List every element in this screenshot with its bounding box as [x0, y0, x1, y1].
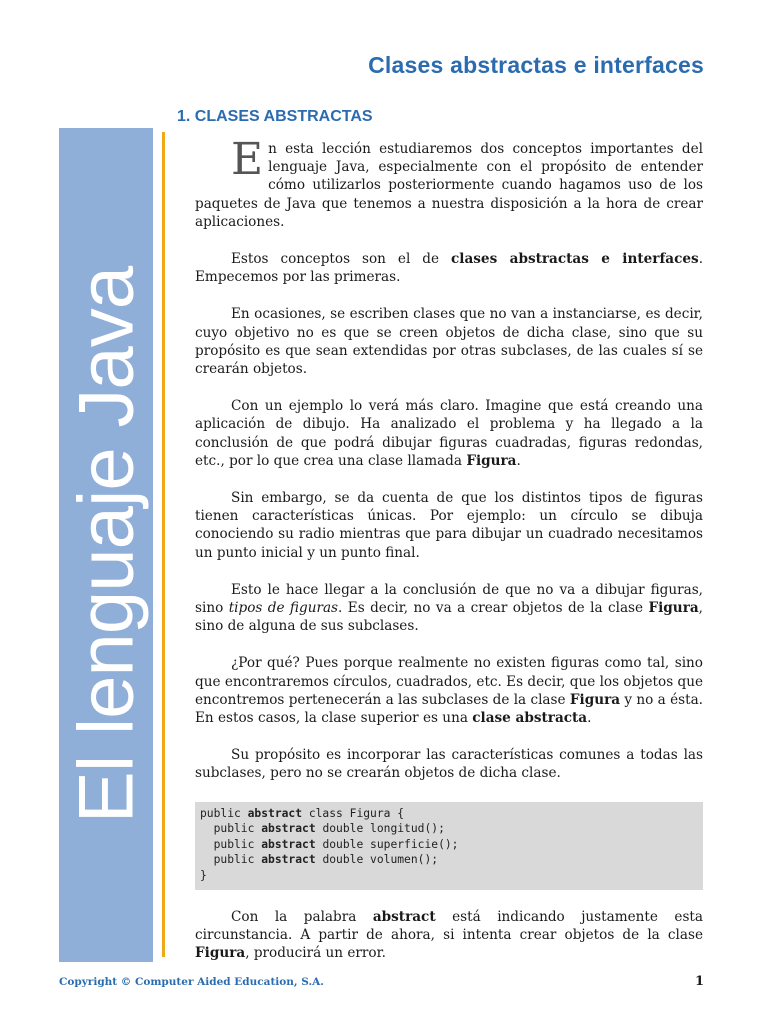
code-line: public abstract double superficie();: [200, 837, 459, 851]
code-line: public abstract class Figura {: [200, 806, 405, 820]
bold-term: clases abstractas e interfaces: [451, 251, 699, 268]
text-span: y no a ésta. En estos casos, la clase superior es una: [195, 691, 704, 727]
body-text: [195, 134, 704, 981]
paragraph-2: [195, 250, 703, 286]
paragraph-4: [195, 397, 703, 470]
page-number: 1: [695, 974, 705, 989]
footer-copyright: Copyright © Computer Aided Education, S.A.: [59, 976, 324, 988]
bold-term: Figura: [195, 945, 246, 962]
paragraph-7: [195, 654, 703, 727]
paragraph-1-text: n esta lección estudiaremos dos conceptos importantes del lenguaje Java, especialmente con el propósito de entender cómo utilizarlos posteriormente cuando hagamos uso de los paquetes de Java que tenemos a nuestra disposición a la hora de crear aplicaciones.: [195, 141, 703, 230]
text-span: Con un ejemplo lo verá más claro. Imagine que está creando una aplicación de dibujo. Ha analizado el problema y ha llegado a la conclusión de que podrá dibujar figuras cuadradas, figuras redondas, etc., por lo que crea una clase llamada: [195, 398, 703, 469]
page-title: Clases abstractas e interfaces: [368, 52, 704, 78]
bold-term: Figura: [466, 452, 517, 469]
text-span: .: [587, 710, 592, 727]
italic-term: tipos de figuras: [228, 600, 339, 617]
code-line: public abstract double longitud();: [200, 822, 445, 836]
paragraph-1: [195, 134, 703, 231]
paragraph-6: [195, 581, 703, 636]
text-span: está indicando justamente esta circunstancia. A partir de ahora, si intenta crear objetos de la clase: [195, 908, 703, 943]
paragraph-8: Su propósito es incorporar las características comunes a todas las subclases, pero no se crearán objetos de dicha clase.: [195, 747, 703, 782]
code-line: public abstract double volumen();: [200, 853, 439, 867]
bold-term: Figura: [648, 600, 699, 617]
side-band-text: El lenguaje Java: [61, 266, 150, 824]
code-block: [195, 802, 703, 890]
drop-cap: E: [231, 134, 264, 185]
text-span: .: [516, 452, 521, 469]
text-span: Estos conceptos son el de: [231, 251, 452, 268]
paragraph-3: En ocasiones, se escriben clases que no van a instanciarse, es decir, cuyo objetivo no es que se creen objetos de dicha clase, sino que su propósito es que sean extendidas por otras subclases, de las cuales sí se crearán objetos.: [195, 306, 703, 378]
side-band-text-container: [59, 128, 153, 962]
text-span: Esto le hace llegar a la conclusión de que no va a dibujar figuras, sino: [195, 581, 703, 617]
paragraph-9: [195, 908, 703, 963]
text-span: . Es decir, no va a crear objetos de la clase: [338, 600, 649, 617]
section-heading: 1. CLASES ABSTRACTAS: [177, 108, 373, 125]
text-span: ¿Por qué? Pues porque realmente no existen figuras como tal, sino que encontraremos círculos, cuadrados, etc. Es decir, que los objetos que encontremos pertenecerán a las subclases de la clase: [195, 655, 703, 708]
text-span: . Empecemos por las primeras.: [195, 251, 704, 286]
bold-term: clase abstracta: [472, 710, 588, 727]
bold-term: abstract: [372, 908, 436, 925]
code-line: }: [200, 869, 207, 883]
text-span: Con la palabra: [231, 908, 373, 925]
text-span: , producirá un error.: [245, 945, 386, 962]
bold-term: Figura: [569, 691, 621, 708]
paragraph-5: Sin embargo, se da cuenta de que los distintos tipos de figuras tienen características únicas. Por ejemplo: un círculo se dibuja conociendo su radio mientras que para dibujar un cuadrado necesitamos un punto inicial y un punto final.: [195, 490, 703, 561]
text-span: , sino de alguna de sus subclases.: [195, 600, 703, 635]
vertical-divider: [162, 132, 165, 957]
